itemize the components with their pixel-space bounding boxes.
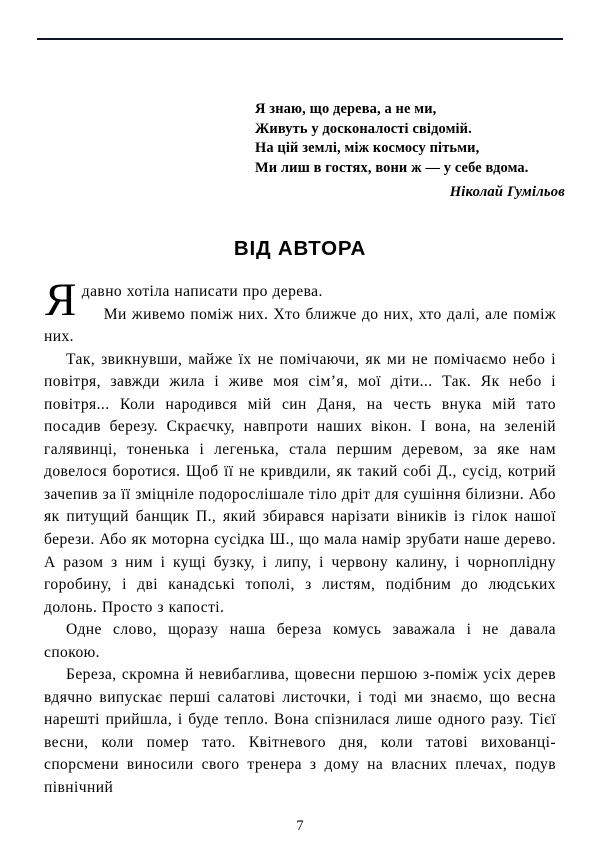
chapter-heading: ВІД АВТОРА xyxy=(233,237,367,260)
epigraph-line: На цій землі, між космосу пітьми, xyxy=(255,140,480,157)
paragraph-2: Ми живемо поміж них. Хто ближче до них, хто далі, але поміж них. xyxy=(44,305,556,346)
paragraph-3: Так, звикнувши, майже їх не помічаючи, як ми не помічаємо небо і повітря, завжди жила і живе моя сім’я, мої діти... Так. Як небо і повітря... Коли народився мій син Даня, на честь внука мій тато посадив березу. Скраєчку, навпроти наших вікон. І вона, на зеленій галявинці, тоненька і легенька, стала першим деревом, за яке нам довелося боротися. Щоб її не кривдили, як такий собі Д., сусід, котрий зачепив за її зміцніле подорослішале тіло дріт для сушіння білизни. Або як питущий банщик П., який збирався нарізати віників із гілок нашої берези. Або як моторна сусідка Ш., що мала намір зрубати наше дерево. А разом з ним і кущі бузку, і липу, і червону калину, і чорноплідну горобину, і дві канадські тополі, з листям, подібним до людських долонь. Просто з капості. xyxy=(44,350,557,616)
epigraph xyxy=(255,100,565,202)
epigraph-line: Я знаю, що дерева, а не ми, xyxy=(255,101,437,117)
header-rule xyxy=(37,38,563,40)
drop-cap: Я xyxy=(45,274,77,326)
epigraph-line: Ми лиш в гостях, вони ж — у себе вдома. xyxy=(255,159,529,176)
page-number: 7 xyxy=(296,818,304,834)
body-text xyxy=(44,274,557,800)
paragraph-1-text: давно хотіла написати про дерева. xyxy=(81,283,323,300)
paragraph-4: Одне слово, щоразу наша береза комусь заважала і не давала спокою. xyxy=(44,621,556,661)
epigraph-attribution: Ніколай Гумільов xyxy=(449,184,565,201)
epigraph-line: Живуть у досконалості свідомій. xyxy=(255,120,472,137)
paragraph-5: Береза, скромна й невибаглива, щовесни першою з-поміж усіх дерев вдячно випускає перші салатові листочки, і тоді ми знаємо, що весна нарешті прийшла, і буде тепло. Вона спізнилася лише одного разу. Тієї весни, коли помер тато. Квітневого дня, коли татові вихованці-спорсмени виносили свого тренера з дому на власних плечах, подув північний xyxy=(44,666,556,797)
